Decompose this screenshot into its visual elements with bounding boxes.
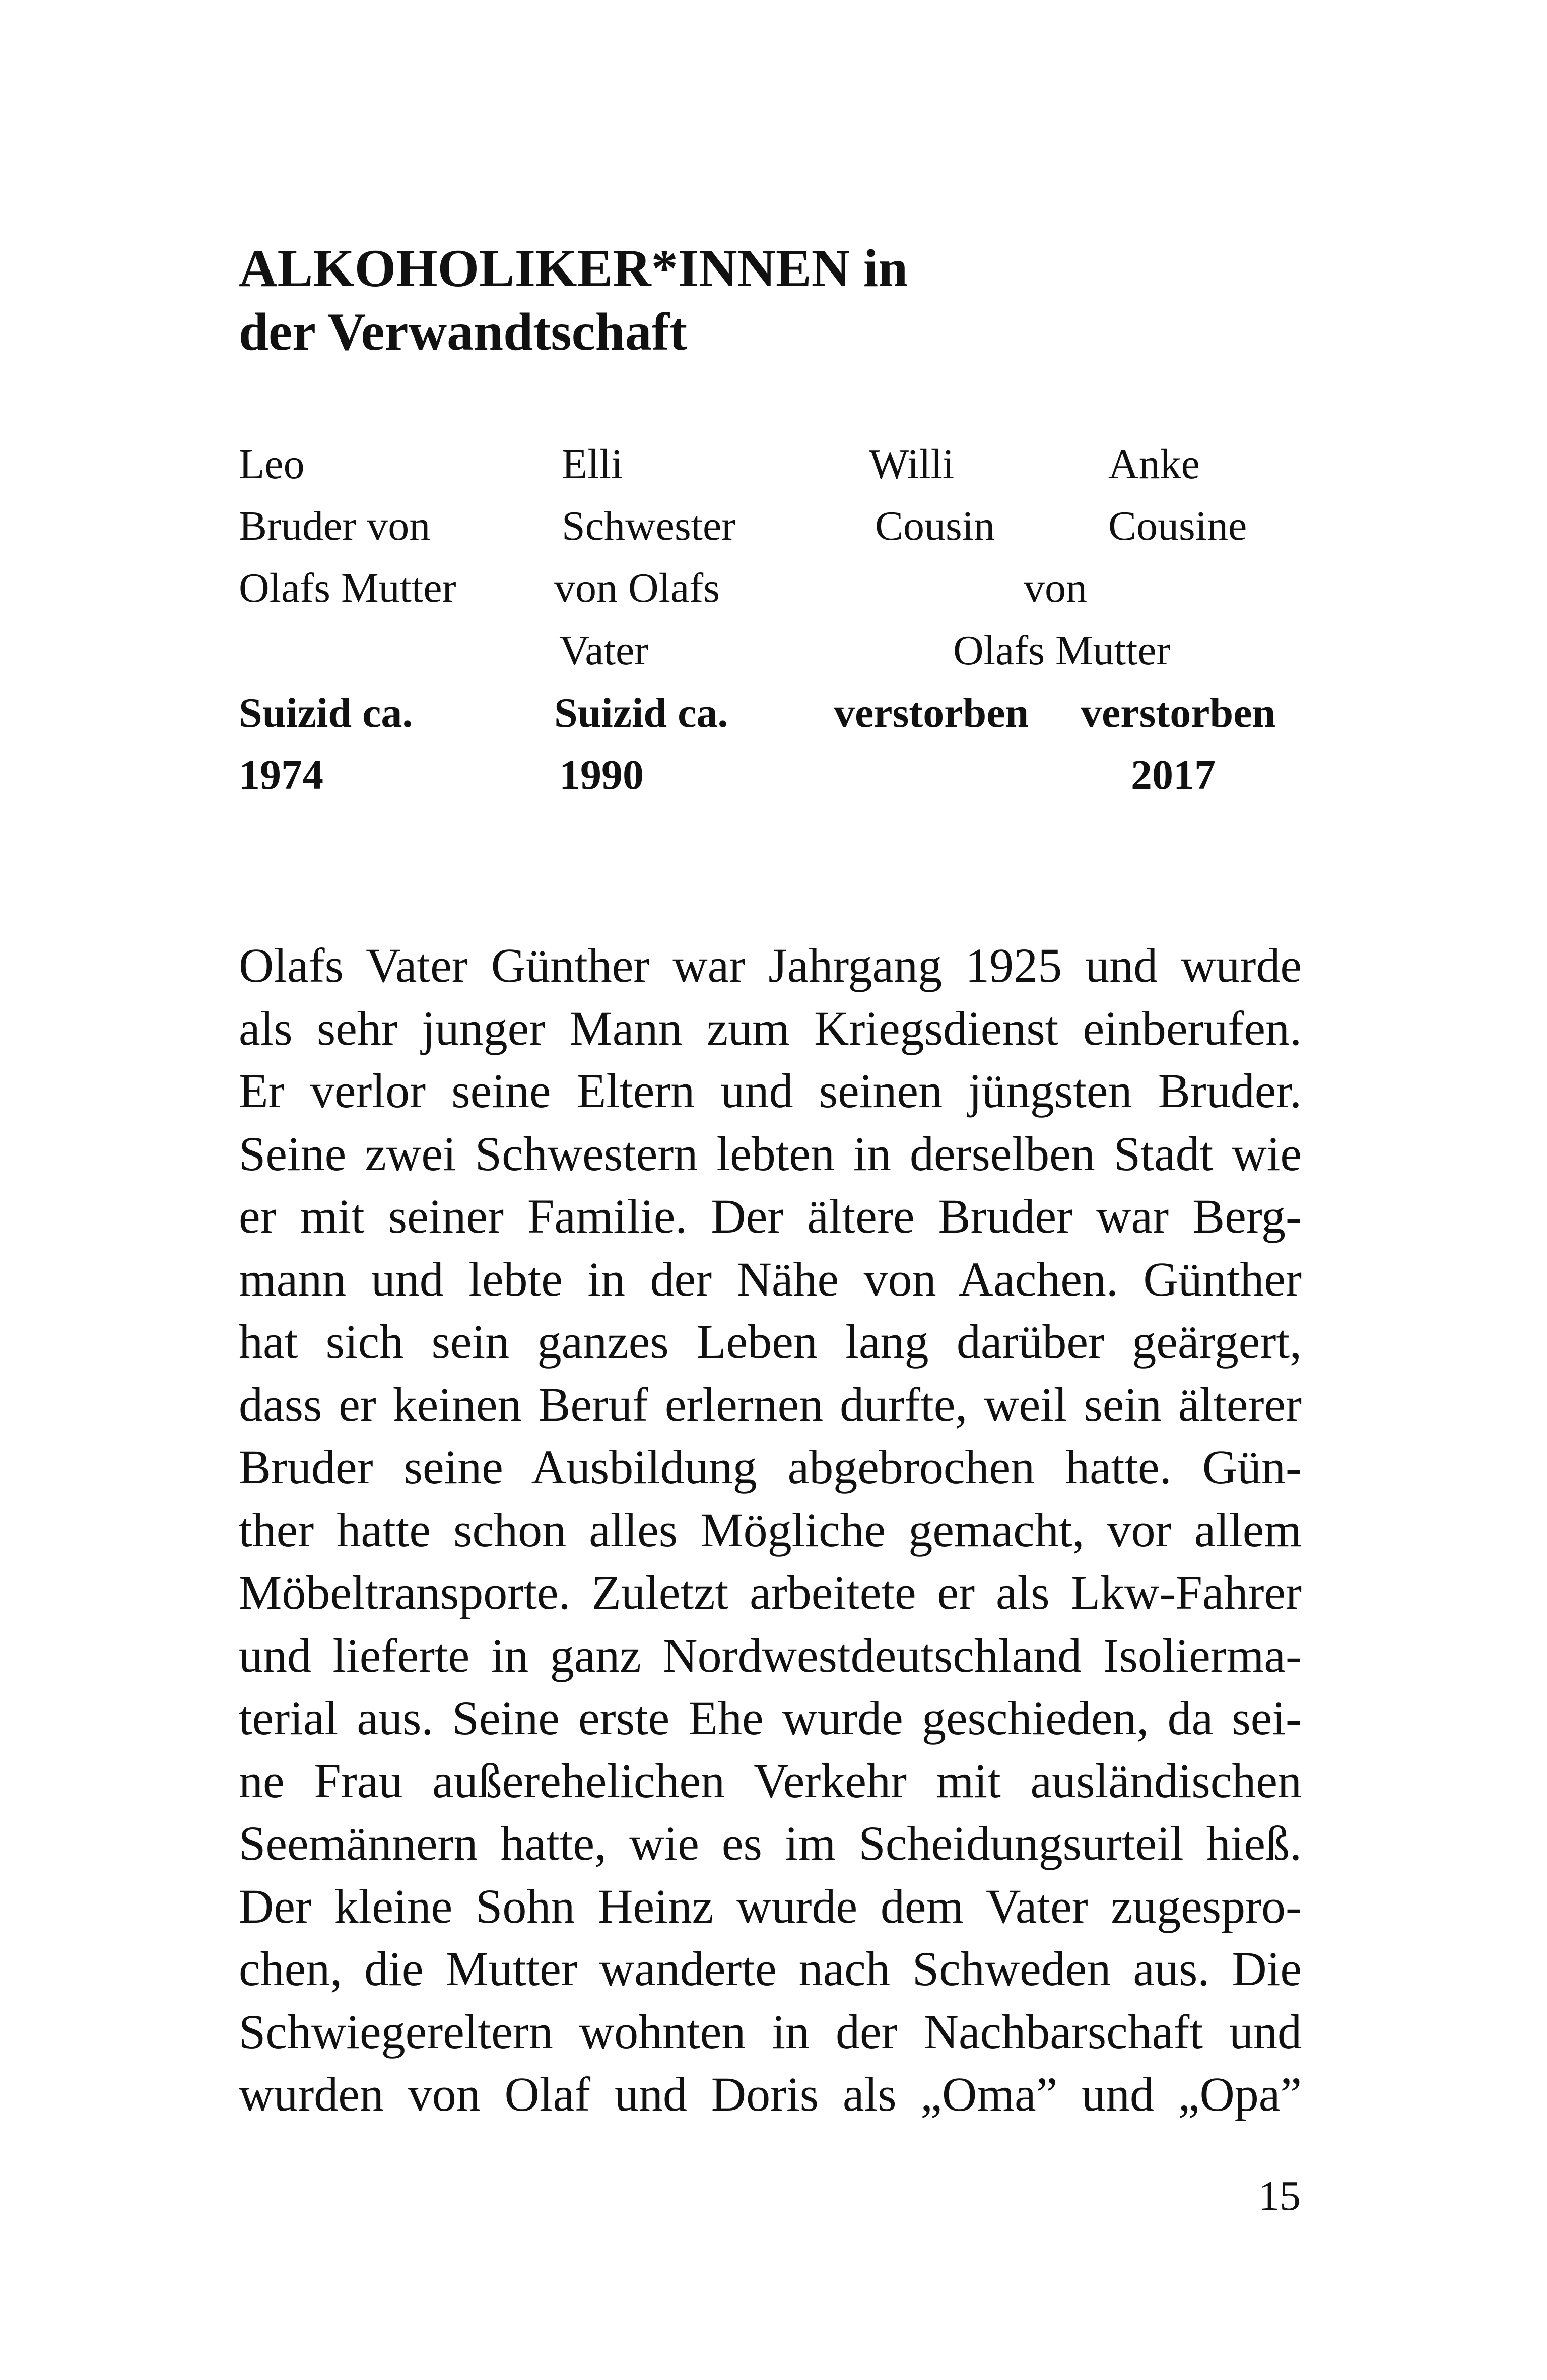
table-cell: Suizid ca. [239, 690, 413, 736]
table-cell: von Olafs [554, 565, 720, 611]
body-line: er mit seiner Familie. Der ältere Bruder war Berg- [239, 1189, 1302, 1243]
table-cell: Suizid ca. [554, 690, 728, 736]
chapter-heading-line-1: ALKOHOLIKER*INNEN in [239, 239, 908, 298]
table-cell: Schwester [562, 503, 736, 550]
body-line: terial aus. Seine erste Ehe wurde geschieden, da sei- [239, 1691, 1302, 1745]
body-line: Schwiegereltern wohnten in der Nachbarschaft und [239, 2004, 1302, 2059]
body-line: chen, die Mutter wanderte nach Schweden aus. Die [239, 1942, 1302, 1996]
body-line: Der kleine Sohn Heinz wurde dem Vater zugespro- [239, 1879, 1302, 1933]
body-line: Er verlor seine Eltern und seinen jüngsten Bruder. [239, 1064, 1302, 1118]
table-cell: Vater [559, 627, 649, 674]
table-cell: Olafs Mutter [953, 627, 1171, 674]
table-cell: Olafs Mutter [239, 565, 456, 611]
table-cell: verstorben [834, 690, 1029, 736]
body-line: dass er keinen Beruf erlernen durfte, weil sein älterer [239, 1377, 1302, 1432]
body-line: Seemännern hatte, wie es im Scheidungsurteil hieß. [239, 1816, 1302, 1870]
body-line: hat sich sein ganzes Leben lang darüber geärgert, [239, 1315, 1302, 1369]
body-line: als sehr junger Mann zum Kriegsdienst einberufen. [239, 1001, 1302, 1055]
table-cell: Cousine [1108, 503, 1247, 550]
body-line: Seine zwei Schwestern lebten in derselben Stadt wie [239, 1126, 1302, 1181]
table-cell: Cousin [875, 503, 995, 550]
table-cell: Bruder von [239, 503, 431, 550]
body-line: ther hatte schon alles Mögliche gemacht, vor allem [239, 1503, 1302, 1557]
body-line: ne Frau außerehelichen Verkehr mit ausländischen [239, 1753, 1302, 1808]
table-cell: Anke [1108, 441, 1200, 488]
table-cell: 1974 [239, 752, 323, 798]
table-cell: Leo [239, 441, 305, 488]
body-line: Möbeltransporte. Zuletzt arbeitete er als Lkw-Fahrer [239, 1566, 1302, 1619]
table-cell: 2017 [1131, 752, 1216, 798]
page-number: 15 [1258, 2172, 1301, 2219]
body-line: wurden von Olaf und Doris als „Oma” und „Opa” [239, 2067, 1302, 2121]
table-cell: verstorben [1081, 690, 1276, 736]
table-cell: Elli [562, 441, 623, 488]
body-line: Olafs Vater Günther war Jahrgang 1925 und wurde [239, 938, 1302, 992]
table-cell: von [1024, 565, 1087, 611]
table-cell: Willi [869, 441, 955, 488]
body-line: Bruder seine Ausbildung abgebrochen hatte. Gün- [239, 1440, 1302, 1494]
body-line: und lieferte in ganz Nordwestdeutschland Isolierma- [239, 1628, 1302, 1682]
body-paragraph [239, 934, 1302, 2126]
table-cell: 1990 [559, 752, 644, 798]
chapter-heading-line-2: der Verwandtschaft [239, 302, 688, 361]
body-line: mann und lebte in der Nähe von Aachen. Günther [239, 1252, 1302, 1306]
relatives-table [0, 0, 1547, 856]
